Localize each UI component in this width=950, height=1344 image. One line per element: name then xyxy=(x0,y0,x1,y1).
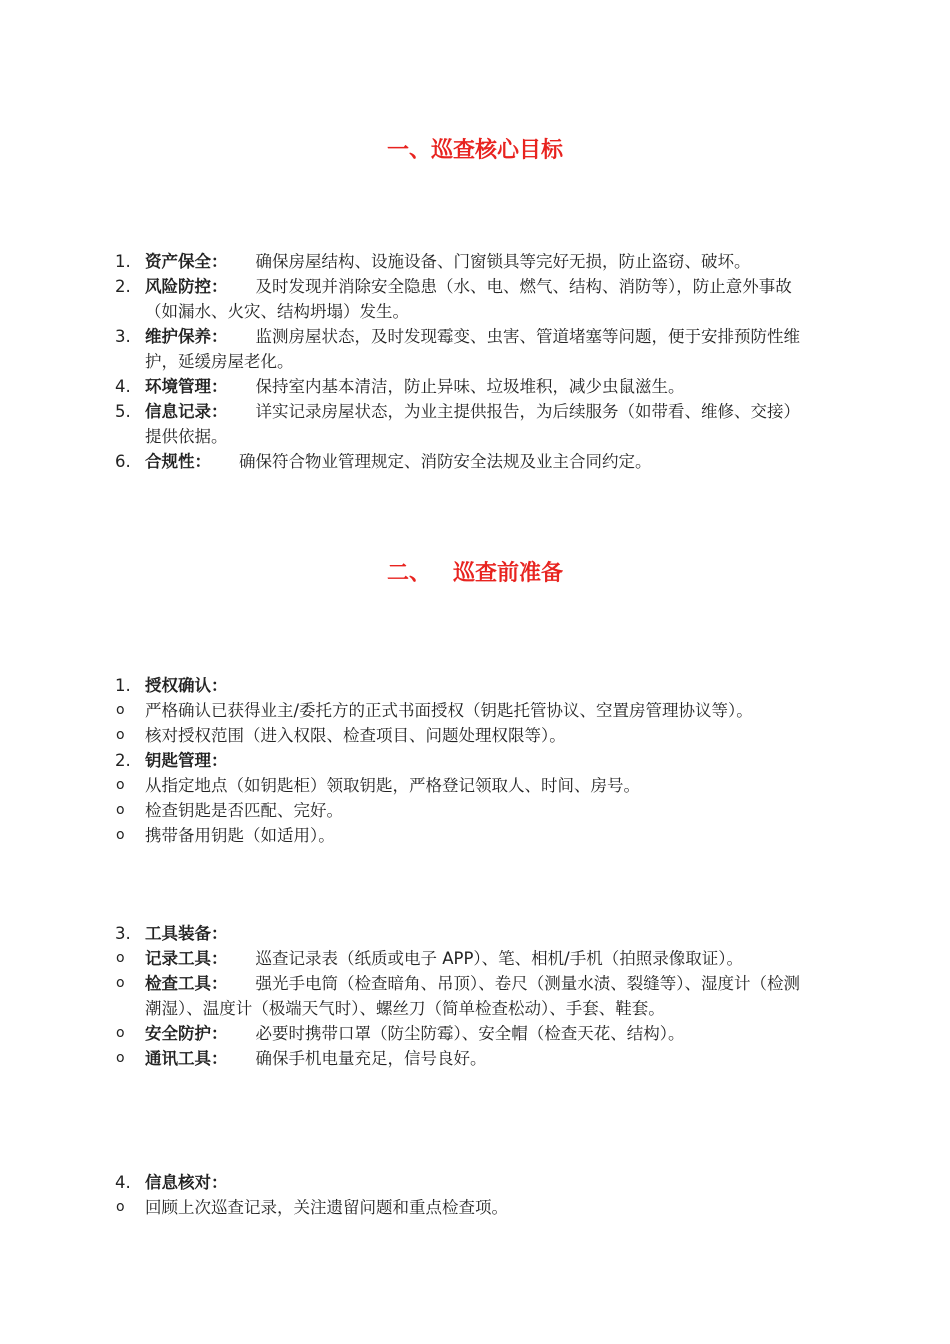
item-text: 及时发现并消除安全隐患（水、电、燃气、结构、消防等），防止意外事故（如漏水、火灾、结构坍塌）发生。 xyxy=(145,277,792,321)
item-text: 核对授权范围（进入权限、检查项目、问题处理权限等）。 xyxy=(145,726,566,745)
list-item xyxy=(0,449,950,474)
item-text: 确保手机电量充足，信号良好。 xyxy=(255,1049,487,1068)
item-text: 确保房屋结构、设施设备、门窗锁具等完好无损，防止盗窃、破坏。 xyxy=(255,252,751,271)
sub-list-item xyxy=(0,1046,950,1071)
list-item xyxy=(0,274,950,324)
item-text: 携带备用钥匙（如适用）。 xyxy=(145,826,335,845)
item-text: 回顾上次巡查记录，关注遗留问题和重点检查项。 xyxy=(145,1198,508,1217)
sub-list-item xyxy=(0,1021,950,1046)
section1-list xyxy=(0,249,950,474)
item-label: 授权确认： xyxy=(145,676,228,695)
item-text: 检查钥匙是否匹配、完好。 xyxy=(145,801,343,820)
item-number: 1. xyxy=(115,252,131,271)
item-text: 保持室内基本清洁，防止异味、垃圾堆积，减少虫鼠滋生。 xyxy=(255,377,685,396)
bullet-icon: o xyxy=(116,702,125,718)
item-number: 1. xyxy=(115,676,131,695)
item-label: 信息核对： xyxy=(145,1173,228,1192)
item-number: 6. xyxy=(115,452,131,471)
item-text: 巡查记录表（纸质或电子 APP）、笔、相机/手机（拍照录像取证）。 xyxy=(255,949,743,968)
item-number: 5. xyxy=(115,402,131,421)
section2-heading xyxy=(0,559,950,589)
item-text: 严格确认已获得业主/委托方的正式书面授权（钥匙托管协议、空置房管理协议等）。 xyxy=(145,701,753,720)
item-number: 4. xyxy=(115,1173,131,1192)
item-label: 环境管理： xyxy=(145,377,228,396)
item-number: 3. xyxy=(115,327,131,346)
item-label: 合规性： xyxy=(145,452,211,471)
item-label: 检查工具： xyxy=(145,974,228,993)
sub-list-item xyxy=(0,773,950,798)
item-text: 必要时携带口罩（防尘防霉）、安全帽（检查天花、结构）。 xyxy=(255,1024,685,1043)
bullet-icon: o xyxy=(116,777,125,793)
section2-group-1 xyxy=(0,673,950,848)
section2-group-3 xyxy=(0,921,950,1071)
item-number: 4. xyxy=(115,377,131,396)
item-label: 通讯工具： xyxy=(145,1049,228,1068)
item-label: 资产保全： xyxy=(145,252,228,271)
item-label: 维护保养： xyxy=(145,327,228,346)
section2-heading-number: 二、 xyxy=(386,561,431,586)
sub-list-item xyxy=(0,723,950,748)
item-text: 详实记录房屋状态，为业主提供报告，为后续服务（如带看、维修、交接）提供依据。 xyxy=(145,402,800,446)
list-item xyxy=(0,673,950,698)
bullet-icon: o xyxy=(116,1025,125,1041)
bullet-icon: o xyxy=(116,727,125,743)
item-label: 风险防控： xyxy=(145,277,228,296)
item-text: 确保符合物业管理规定、消防安全法规及业主合同约定。 xyxy=(239,452,652,471)
item-text: 强光手电筒（检查暗角、吊顶）、卷尺（测量水渍、裂缝等）、湿度计（检测潮湿）、温度计（极端天气时）、螺丝刀（简单检查松动）、手套、鞋套。 xyxy=(145,974,800,1018)
list-item xyxy=(0,249,950,274)
item-number: 3. xyxy=(115,924,131,943)
sub-list-item xyxy=(0,823,950,848)
list-item xyxy=(0,748,950,773)
sub-list-item xyxy=(0,946,950,971)
section1-heading: 一、巡查核心目标 xyxy=(386,138,563,163)
bullet-icon: o xyxy=(116,1199,125,1215)
item-text: 监测房屋状态，及时发现霉变、虫害、管道堵塞等问题，便于安排预防性维护，延缓房屋老化。 xyxy=(145,327,800,371)
bullet-icon: o xyxy=(116,802,125,818)
section2-heading-text: 巡查前准备 xyxy=(453,561,564,586)
item-number: 2. xyxy=(115,751,131,770)
list-item xyxy=(0,399,950,449)
item-label: 钥匙管理： xyxy=(145,751,228,770)
bullet-icon: o xyxy=(116,1050,125,1066)
sub-list-item xyxy=(0,1195,950,1220)
section2-group-4 xyxy=(0,1170,950,1220)
bullet-icon: o xyxy=(116,827,125,843)
list-item xyxy=(0,1170,950,1195)
list-item xyxy=(0,921,950,946)
list-item xyxy=(0,324,950,374)
item-label: 工具装备： xyxy=(145,924,228,943)
list-item xyxy=(0,374,950,399)
item-label: 记录工具： xyxy=(145,949,228,968)
sub-list-item xyxy=(0,798,950,823)
sub-list-item xyxy=(0,971,950,1021)
bullet-icon: o xyxy=(116,975,125,991)
sub-list-item xyxy=(0,698,950,723)
item-number: 2. xyxy=(115,277,131,296)
item-label: 信息记录： xyxy=(145,402,228,421)
bullet-icon: o xyxy=(116,950,125,966)
item-label: 安全防护： xyxy=(145,1024,228,1043)
item-text: 从指定地点（如钥匙柜）领取钥匙，严格登记领取人、时间、房号。 xyxy=(145,776,640,795)
